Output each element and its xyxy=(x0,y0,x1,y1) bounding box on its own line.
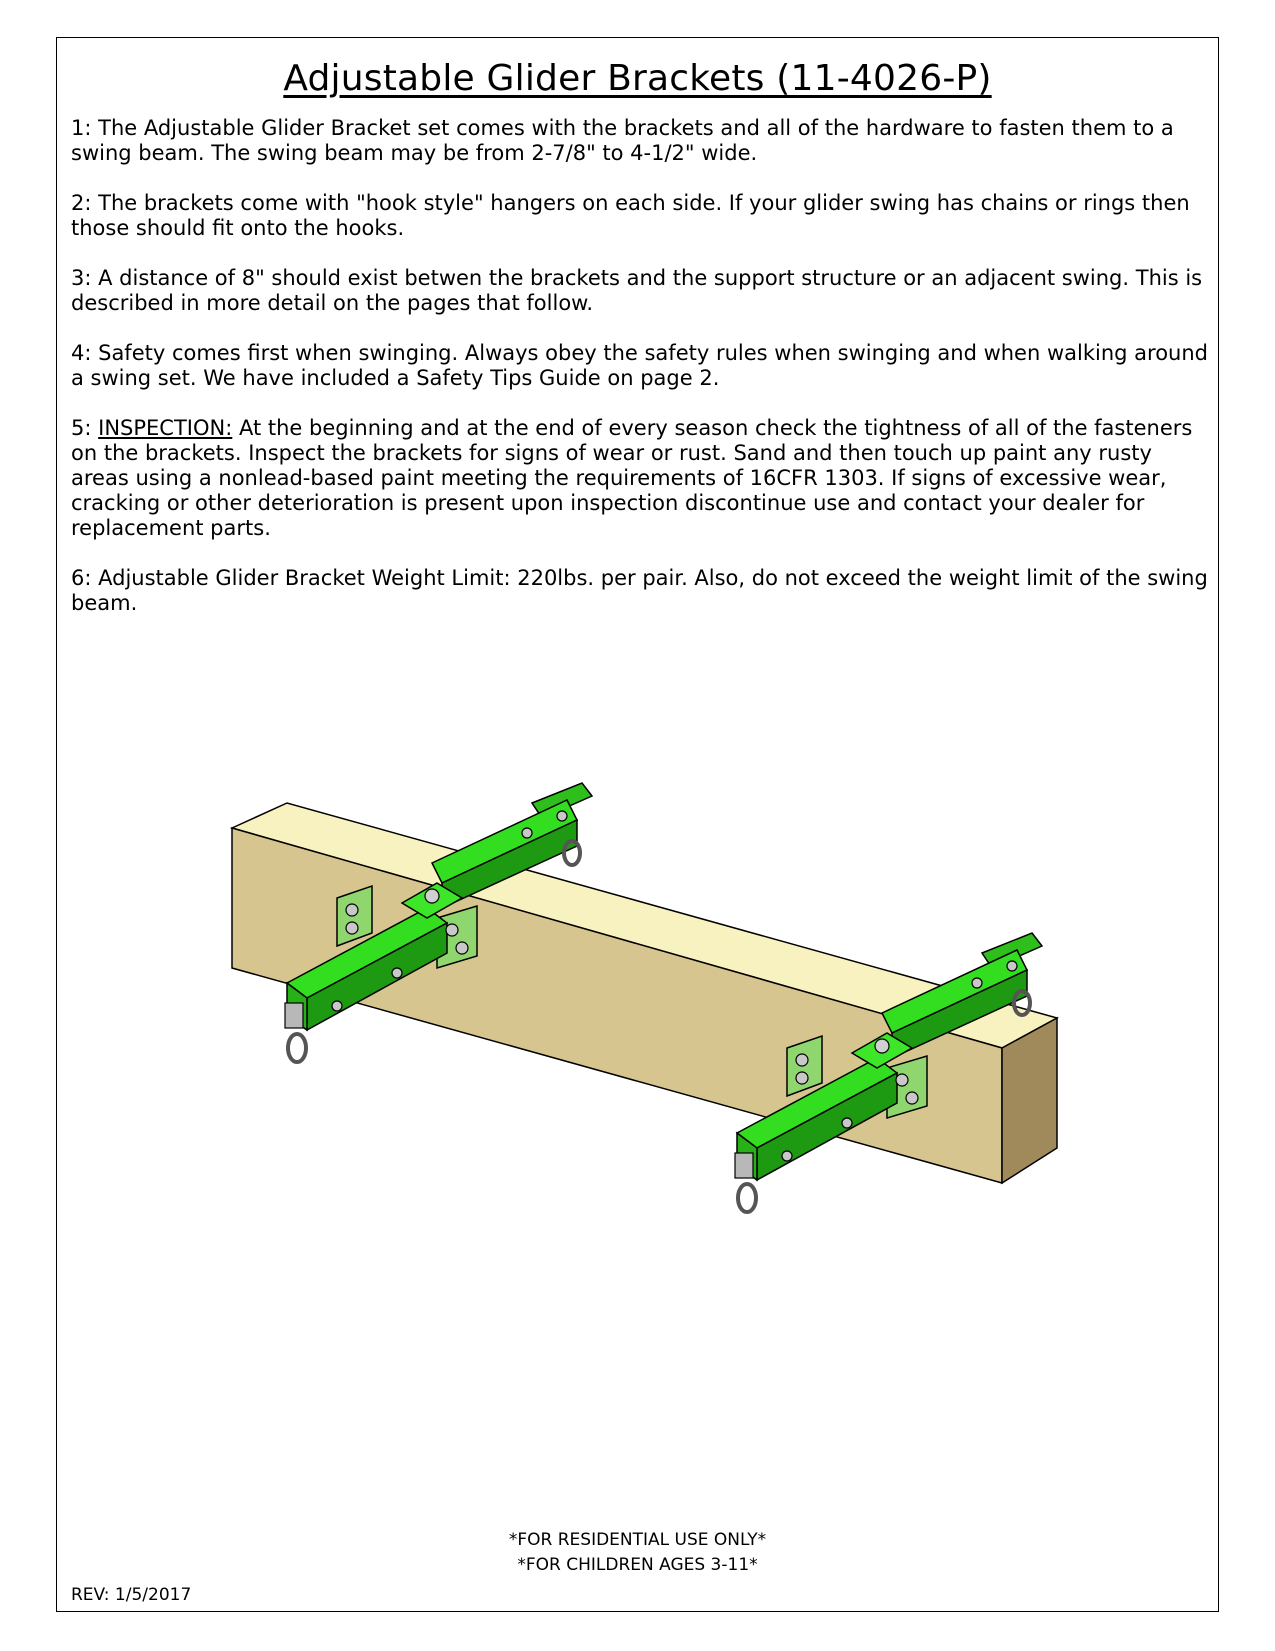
residential-use-note: *FOR RESIDENTIAL USE ONLY* xyxy=(508,1530,767,1550)
note-1: 1: The Adjustable Glider Bracket set comes with the brackets and all of the hardware to fasten them to a swing beam. The swing beam may be from 2-7/8" to 4-1/2" wide. xyxy=(71,116,1174,165)
revision-date: REV: 1/5/2017 xyxy=(71,1585,192,1605)
note-4: 4: Safety comes first when swinging. Always obey the safety rules when swinging and when walking around a swing set. We have included a Safety Tips Guide on page 2. xyxy=(71,341,1208,390)
note-6: 6: Adjustable Glider Bracket Weight Limit: 220lbs. per pair. Also, do not exceed the weight limit of the swing beam. xyxy=(71,566,1208,615)
age-range-note: *FOR CHILDREN AGES 3-11* xyxy=(517,1555,758,1575)
beam-end xyxy=(1002,1018,1057,1183)
page-border xyxy=(56,37,1219,1612)
note-5-inspection xyxy=(71,416,1208,541)
note-2: 2: The brackets come with "hook style" hangers on each side. If your glider swing has chains or rings then those should fit onto the hooks. xyxy=(71,191,1190,240)
note-3: 3: A distance of 8" should exist betwen the brackets and the support structure or an adjacent swing. This is described in more detail on the pages that follow. xyxy=(71,266,1203,315)
usage-footer xyxy=(57,1528,1218,1578)
note-5-prefix: 5: xyxy=(71,416,99,440)
glider-bracket-illustration xyxy=(177,728,1117,1228)
inspection-text: At the beginning and at the end of every season check the tightness of all of the fasteners on the brackets. Inspect the brackets for signs of wear or rust. Sand and then touch up paint any rusty areas using a nonlead-based paint meeting the requirements of 16CFR 1303. If signs of excessive wear, cracking or other deterioration is present upon inspection discontinue use and contact your dealer for replacement parts. xyxy=(71,416,1193,540)
page-title: Adjustable Glider Brackets (11-4026-P) xyxy=(283,58,992,99)
instruction-notes xyxy=(71,116,1208,641)
inspection-label: INSPECTION: xyxy=(98,416,233,440)
